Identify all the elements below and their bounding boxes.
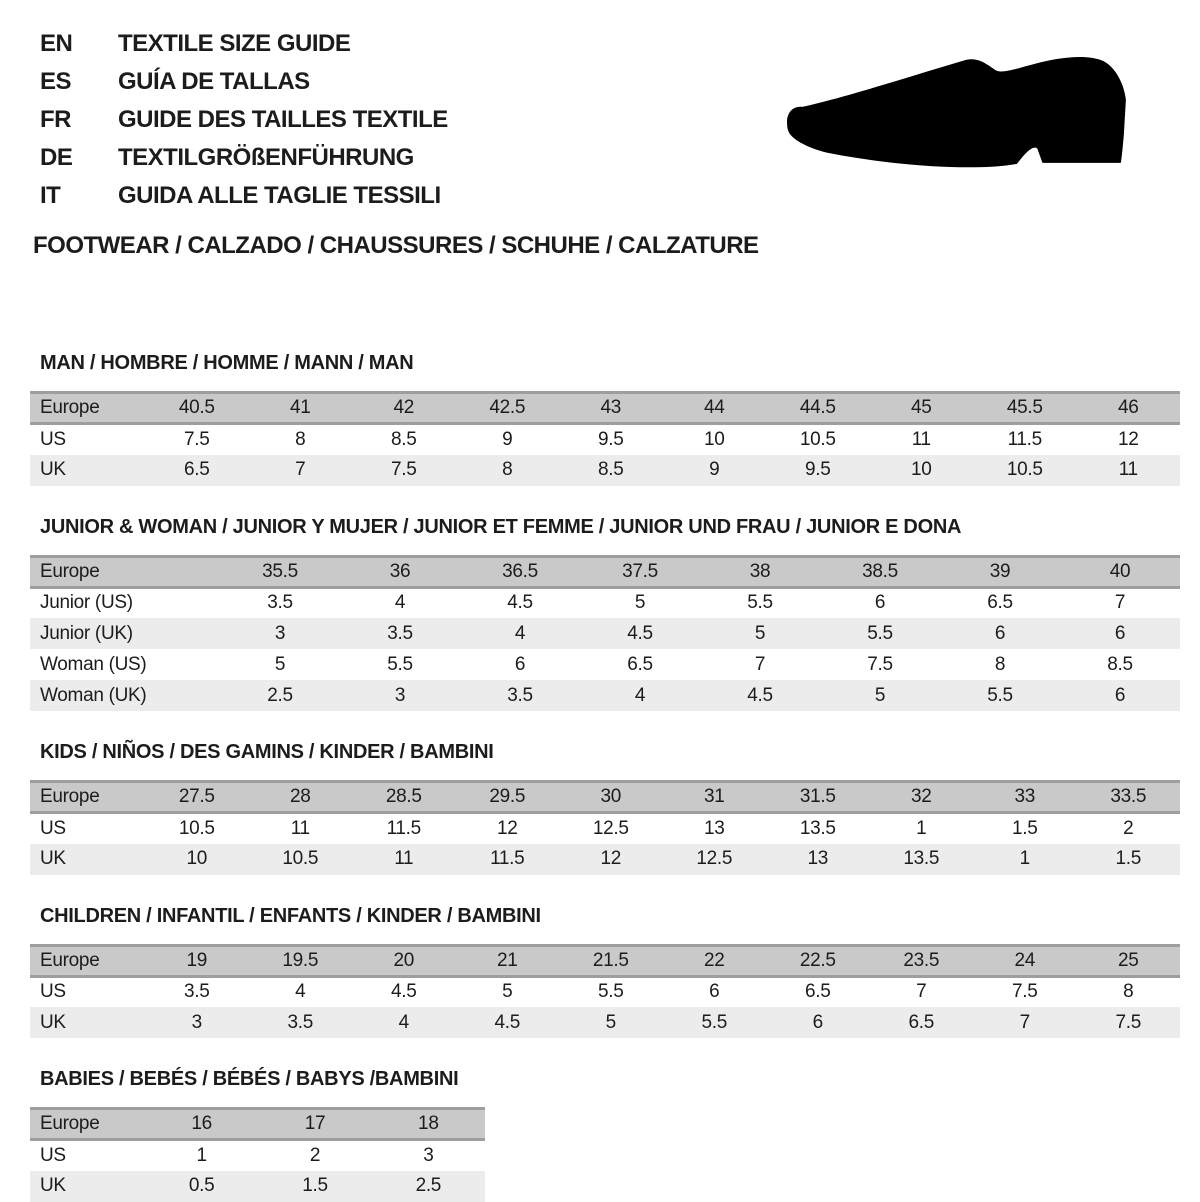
size-cell: 44.5 (766, 393, 870, 424)
table-row-us (30, 424, 1180, 455)
size-cell: 7.5 (1011, 981, 1038, 1003)
size-cell: 1 (973, 844, 1077, 875)
size-cell: 10.5 (249, 844, 353, 875)
row-label: Junior (UK) (30, 618, 220, 649)
size-cell: 9 (663, 455, 767, 486)
size-cell: 10.5 (799, 428, 836, 450)
size-cell: 39 (940, 556, 1060, 587)
table-row-europe (30, 782, 1180, 813)
language-code: ES (40, 68, 72, 95)
size-cell: 38 (700, 556, 820, 587)
row-label: US (40, 428, 66, 450)
size-cell: 5 (502, 981, 513, 1003)
table-row-uk (30, 1007, 1180, 1038)
size-cell: 12.5 (663, 844, 767, 875)
size-cell: 11 (911, 428, 931, 450)
size-cell: 1.5 (1077, 844, 1181, 875)
size-cell: 6 (874, 592, 886, 614)
size-cell: 13 (766, 844, 870, 875)
table-row-junior-uk- (30, 618, 1180, 649)
size-cell: 3.5 (460, 680, 580, 711)
size-cell: 38.5 (820, 556, 940, 587)
row-label: Europe (30, 556, 220, 587)
language-title: TEXTILGRÖßENFÜHRUNG (118, 144, 414, 171)
row-label: US (40, 981, 66, 1003)
size-cell: 5.5 (663, 1007, 767, 1038)
size-cell: 31 (663, 782, 767, 813)
size-cell: 4 (295, 981, 306, 1003)
size-cell: 30 (559, 782, 663, 813)
size-cell: 3 (423, 1144, 434, 1166)
size-cell: 1.5 (1011, 817, 1038, 839)
row-label: Woman (US) (40, 653, 147, 675)
size-cell: 12 (559, 844, 663, 875)
row-label: UK (30, 1007, 145, 1038)
size-cell: 6.5 (145, 455, 249, 486)
size-cell: 25 (1077, 945, 1181, 976)
row-label: UK (30, 844, 145, 875)
size-cell: 5.5 (387, 653, 413, 675)
section-title-children: CHILDREN / INFANTIL / ENFANTS / KINDER / BAMBINI (40, 904, 541, 927)
language-title: GUIDA ALLE TAGLIE TESSILI (118, 182, 441, 209)
section-title-babies: BABIES / BEBÉS / BÉBÉS / BABYS /BAMBINI (40, 1068, 459, 1090)
size-cell: 40.5 (145, 393, 249, 424)
language-code: FR (40, 106, 71, 133)
table-row-europe (30, 556, 1180, 587)
size-cell: 4.5 (390, 981, 417, 1003)
size-cell: 8.5 (1107, 653, 1133, 675)
size-cell: 4 (394, 592, 406, 614)
table-row-us (30, 813, 1180, 844)
size-cell: 1 (196, 1144, 207, 1166)
language-title: TEXTILE SIZE GUIDE (118, 30, 351, 57)
table-row-europe (30, 945, 1180, 976)
size-cell: 10.5 (973, 455, 1077, 486)
size-cell: 7 (249, 455, 353, 486)
table-row-woman-us- (30, 649, 1180, 680)
size-cell: 10 (703, 428, 725, 450)
size-cell: 42.5 (456, 393, 560, 424)
row-label: Junior (US) (40, 592, 133, 614)
size-cell: 1 (916, 817, 927, 839)
size-cell: 37.5 (580, 556, 700, 587)
table-row-uk (30, 844, 1180, 875)
language-row (40, 178, 1180, 216)
size-cell: 9.5 (597, 428, 624, 450)
size-cell: 29.5 (456, 782, 560, 813)
size-cell: 8.5 (559, 455, 663, 486)
size-cell: 6 (766, 1007, 870, 1038)
size-cell: 2 (1123, 817, 1134, 839)
size-cell: 11 (290, 817, 310, 839)
size-cell: 46 (1077, 393, 1181, 424)
size-cell: 8.5 (390, 428, 417, 450)
size-cell: 3.5 (183, 981, 210, 1003)
size-cell: 4 (580, 680, 700, 711)
table-row-europe (30, 1109, 485, 1140)
size-table-babies (30, 1107, 485, 1202)
dress-shoe-icon (786, 54, 1132, 174)
table-row-woman-uk- (30, 680, 1180, 711)
size-cell: 31.5 (766, 782, 870, 813)
size-cell: 7 (1114, 592, 1126, 614)
size-cell: 8 (295, 428, 306, 450)
size-cell: 2.5 (372, 1171, 485, 1202)
size-cell: 28.5 (352, 782, 456, 813)
size-cell: 4 (352, 1007, 456, 1038)
size-cell: 5.5 (940, 680, 1060, 711)
size-cell: 11 (352, 844, 456, 875)
table-row-us (30, 976, 1180, 1007)
size-cell: 2 (309, 1144, 321, 1166)
size-section-children (30, 905, 1180, 1039)
language-code: EN (40, 30, 73, 57)
category-title: FOOTWEAR / CALZADO / CHAUSSURES / SCHUHE / CALZATURE (33, 232, 759, 259)
size-cell: 5 (274, 653, 286, 675)
size-cell: 1.5 (258, 1171, 371, 1202)
table-row-junior-us- (30, 587, 1180, 618)
size-section-junior-woman (30, 516, 1180, 712)
size-cell: 4.5 (700, 680, 820, 711)
size-cell: 4.5 (580, 618, 700, 649)
size-cell: 7.5 (352, 455, 456, 486)
size-cell: 12.5 (592, 817, 629, 839)
size-cell: 5.5 (597, 981, 624, 1003)
size-cell: 5 (559, 1007, 663, 1038)
row-label: Europe (30, 393, 145, 424)
language-code: IT (40, 182, 61, 209)
size-cell: 3 (340, 680, 460, 711)
size-cell: 24 (973, 945, 1077, 976)
size-cell: 13.5 (799, 817, 836, 839)
size-cell: 3 (220, 618, 340, 649)
size-cell: 7.5 (1077, 1007, 1181, 1038)
size-cell: 36.5 (460, 556, 580, 587)
size-cell: 10 (870, 455, 974, 486)
size-cell: 3.5 (267, 592, 293, 614)
row-label: Woman (UK) (30, 680, 220, 711)
language-code: DE (40, 144, 73, 171)
size-section-babies (30, 1068, 1180, 1202)
size-cell: 3.5 (340, 618, 460, 649)
size-cell: 2.5 (220, 680, 340, 711)
row-label: Europe (30, 1109, 145, 1140)
size-cell: 3 (145, 1007, 249, 1038)
table-row-us (30, 1140, 485, 1171)
size-cell: 9.5 (766, 455, 870, 486)
size-cell: 6.5 (627, 653, 653, 675)
size-cell: 9 (502, 428, 513, 450)
size-table-kids (30, 780, 1180, 875)
size-cell: 4.5 (456, 1007, 560, 1038)
size-cell: 28 (249, 782, 353, 813)
size-cell: 11 (1077, 455, 1181, 486)
row-label: US (40, 1144, 66, 1166)
size-cell: 5 (634, 592, 646, 614)
language-title: GUIDE DES TAILLES TEXTILE (118, 106, 448, 133)
language-title: GUÍA DE TALLAS (118, 68, 310, 95)
size-cell: 6.5 (987, 592, 1013, 614)
size-cell: 18 (372, 1109, 485, 1140)
size-cell: 5.5 (747, 592, 773, 614)
size-cell: 10 (145, 844, 249, 875)
size-cell: 42 (352, 393, 456, 424)
row-label: Europe (30, 782, 145, 813)
row-label: Europe (30, 945, 145, 976)
size-cell: 13.5 (870, 844, 974, 875)
size-cell: 19 (145, 945, 249, 976)
size-tables (30, 352, 1180, 1202)
size-cell: 4 (460, 618, 580, 649)
row-label: US (40, 817, 66, 839)
row-label: UK (30, 455, 145, 486)
size-cell: 41 (249, 393, 353, 424)
table-row-uk (30, 455, 1180, 486)
size-cell: 12 (1117, 428, 1139, 450)
size-cell: 5 (820, 680, 940, 711)
size-cell: 6 (1060, 680, 1180, 711)
size-section-man (30, 352, 1180, 486)
size-cell: 35.5 (220, 556, 340, 587)
size-table-children (30, 944, 1180, 1039)
size-cell: 0.5 (145, 1171, 258, 1202)
size-cell: 33.5 (1077, 782, 1181, 813)
size-cell: 6 (1060, 618, 1180, 649)
size-cell: 13 (703, 817, 725, 839)
size-cell: 40 (1060, 556, 1180, 587)
size-cell: 22 (663, 945, 767, 976)
size-cell: 21.5 (559, 945, 663, 976)
size-cell: 3.5 (249, 1007, 353, 1038)
header (30, 26, 1180, 216)
table-row-uk (30, 1171, 485, 1202)
table-row-europe (30, 393, 1180, 424)
row-label: UK (30, 1171, 145, 1202)
size-section-kids (30, 741, 1180, 875)
size-cell: 8 (1123, 981, 1134, 1003)
section-title-kids: KIDS / NIÑOS / DES GAMINS / KINDER / BAMBINI (40, 741, 494, 763)
size-cell: 43 (559, 393, 663, 424)
size-cell: 6 (940, 618, 1060, 649)
size-cell: 16 (145, 1109, 258, 1140)
size-cell: 5.5 (820, 618, 940, 649)
size-cell: 23.5 (870, 945, 974, 976)
size-table-man (30, 391, 1180, 486)
size-cell: 8 (456, 455, 560, 486)
size-cell: 6.5 (870, 1007, 974, 1038)
size-table-junior-woman (30, 555, 1180, 712)
size-cell: 12 (496, 817, 518, 839)
size-cell: 7.5 (867, 653, 893, 675)
section-title-man: MAN / HOMBRE / HOMME / MANN / MAN (40, 352, 414, 374)
size-cell: 33 (973, 782, 1077, 813)
size-cell: 8 (994, 653, 1006, 675)
size-cell: 11.5 (1007, 428, 1042, 450)
size-cell: 36 (340, 556, 460, 587)
size-cell: 20 (352, 945, 456, 976)
size-cell: 7 (754, 653, 766, 675)
size-cell: 7 (916, 981, 927, 1003)
size-cell: 4.5 (507, 592, 533, 614)
size-cell: 32 (870, 782, 974, 813)
size-cell: 7 (973, 1007, 1077, 1038)
size-cell: 27.5 (145, 782, 249, 813)
size-cell: 21 (456, 945, 560, 976)
size-cell: 11.5 (386, 817, 421, 839)
size-cell: 5 (700, 618, 820, 649)
size-cell: 6 (514, 653, 526, 675)
size-cell: 22.5 (766, 945, 870, 976)
size-cell: 6.5 (804, 981, 831, 1003)
size-cell: 44 (663, 393, 767, 424)
size-cell: 10.5 (178, 817, 215, 839)
size-cell: 45.5 (973, 393, 1077, 424)
size-cell: 6 (709, 981, 720, 1003)
section-title-junior-woman: JUNIOR & WOMAN / JUNIOR Y MUJER / JUNIOR ET FEMME / JUNIOR UND FRAU / JUNIOR E DONA (40, 515, 962, 538)
size-cell: 19.5 (249, 945, 353, 976)
size-cell: 45 (870, 393, 974, 424)
size-cell: 11.5 (456, 844, 560, 875)
size-cell: 17 (258, 1109, 371, 1140)
size-cell: 7.5 (183, 428, 210, 450)
